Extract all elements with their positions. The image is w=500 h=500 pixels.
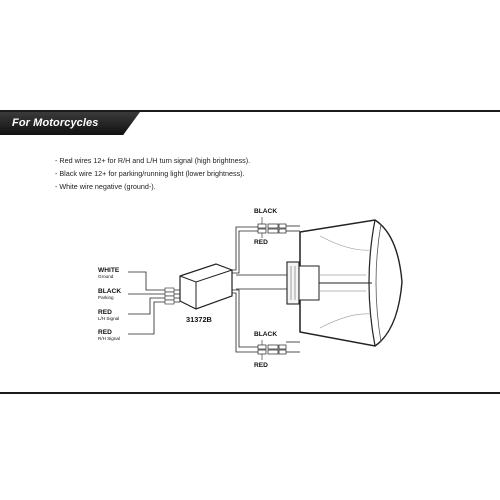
input-label-black: BLACK	[98, 288, 122, 295]
module-model-label: 31372B	[186, 315, 212, 324]
input-label-white: WHITE	[98, 267, 120, 274]
top-connector-pair	[258, 217, 286, 238]
bottom-label-black: BLACK	[254, 331, 278, 338]
note-red-wires: - Red wires 12+ for R/H and L/H turn signal (high brightness).	[55, 156, 251, 165]
headlight-icon	[287, 220, 402, 346]
note-black-wire: - Black wire 12+ for parking/running light (lower brightness).	[55, 169, 245, 178]
top-label-red: RED	[254, 239, 268, 246]
input-label-red-right: RED	[98, 329, 112, 336]
input-label-red-left: RED	[98, 309, 112, 316]
input-desc-right-signal: R/H Signal	[98, 336, 120, 341]
input-desc-parking: Parking	[98, 295, 114, 300]
note-white-wire: - White wire negative (ground-).	[55, 182, 156, 191]
bottom-label-red: RED	[254, 362, 268, 369]
top-label-black: BLACK	[254, 208, 278, 215]
section-title: For Motorcycles	[12, 117, 99, 129]
input-desc-ground: Ground	[98, 274, 114, 279]
input-wire-ends	[165, 288, 174, 304]
control-module	[180, 264, 232, 309]
bottom-connector-pair	[258, 340, 286, 360]
input-desc-left-signal: L/H Signal	[98, 316, 120, 321]
